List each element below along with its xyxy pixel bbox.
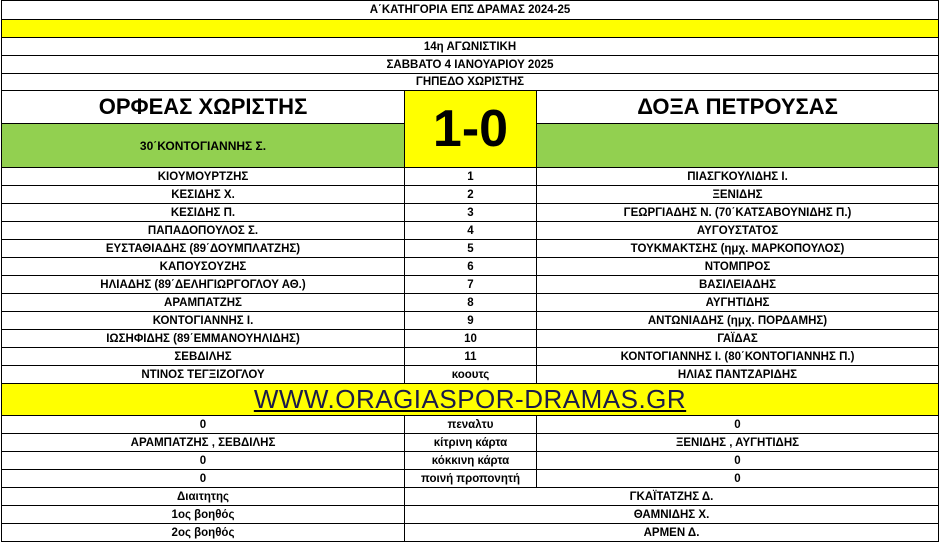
match-date: ΣΑΒΒΑΤΟ 4 ΙΑΝΟΥΑΡΙΟΥ 2025 xyxy=(2,56,939,74)
home-player: ΙΩΣΗΦΙΔΗΣ (89΄ΕΜΜΑΝΟΥΗΛΙΔΗΣ) xyxy=(2,330,405,348)
match-report-table xyxy=(1,0,939,542)
away-stat: 0 xyxy=(537,416,939,434)
lineup-row xyxy=(2,348,939,366)
official-name: ΑΡΜΕΝ Δ. xyxy=(405,524,939,542)
stat-label: πεναλτυ xyxy=(405,416,537,434)
stat-row xyxy=(2,470,939,488)
shirt-number: 9 xyxy=(405,312,537,330)
away-player: ΠΙΑΣΓΚΟΥΛΙΔΗΣ Ι. xyxy=(537,168,939,186)
home-player: ΑΡΑΜΠΑΤΖΗΣ xyxy=(2,294,405,312)
home-player: ΚΕΣΙΔΗΣ Π. xyxy=(2,204,405,222)
home-stat: ΑΡΑΜΠΑΤΖΗΣ , ΣΕΒΔΙΛΗΣ xyxy=(2,434,405,452)
away-player: ΑΥΓΟΥΣΤΑΤΟΣ xyxy=(537,222,939,240)
home-coach: ΝΤΙΝΟΣ ΤΕΓΞΙΖΟΓΛΟΥ xyxy=(2,366,405,384)
venue-label: ΓΗΠΕΔΟ ΧΩΡΙΣΤΗΣ xyxy=(2,74,939,91)
stat-row xyxy=(2,434,939,452)
away-player: ΑΝΤΩΝΙΑΔΗΣ (ημχ. ΠΟΡΔΑΜΗΣ) xyxy=(537,312,939,330)
league-title: Α΄ΚΑΤΗΓΟΡΙΑ ΕΠΣ ΔΡΑΜΑΣ 2024-25 xyxy=(2,1,939,20)
yellow-band xyxy=(2,20,939,38)
away-player: ΞΕΝΙΔΗΣ xyxy=(537,186,939,204)
home-stat: 0 xyxy=(2,470,405,488)
official-row xyxy=(2,506,939,524)
shirt-number: 7 xyxy=(405,276,537,294)
home-scorers: 30΄ΚΟΝΤΟΓΙΑΝΝΗΣ Σ. xyxy=(2,124,405,168)
away-stat: 0 xyxy=(537,452,939,470)
away-player: ΝΤΟΜΠΡΟΣ xyxy=(537,258,939,276)
home-player: ΣΕΒΔΙΛΗΣ xyxy=(2,348,405,366)
home-stat: 0 xyxy=(2,416,405,434)
shirt-number: 6 xyxy=(405,258,537,276)
stat-label: κόκκινη κάρτα xyxy=(405,452,537,470)
away-player: ΓΑΪΔΑΣ xyxy=(537,330,939,348)
stat-label: ποινή προπονητή xyxy=(405,470,537,488)
home-player: ΕΥΣΤΑΘΙΑΔΗΣ (89΄ΔΟΥΜΠΛΑΤΖΗΣ) xyxy=(2,240,405,258)
round-label: 14η ΑΓΩΝΙΣΤΙΚΗ xyxy=(2,38,939,56)
home-team-name: ΟΡΦΕΑΣ ΧΩΡΙΣΤΗΣ xyxy=(2,91,405,124)
website-link[interactable] xyxy=(2,384,939,416)
away-team-name: ΔΟΞΑ ΠΕΤΡΟΥΣΑΣ xyxy=(537,91,939,124)
home-player: ΚΕΣΙΔΗΣ Χ. xyxy=(2,186,405,204)
official-role: 2ος βοηθός xyxy=(2,524,405,542)
shirt-number: 11 xyxy=(405,348,537,366)
home-stat: 0 xyxy=(2,452,405,470)
website-text[interactable]: WWW.ORAGIASPOR-DRAMAS.GR xyxy=(253,384,687,414)
lineup-row xyxy=(2,294,939,312)
away-player: ΑΥΓΗΤΙΔΗΣ xyxy=(537,294,939,312)
coaches-row xyxy=(2,366,939,384)
coach-label: κοουτς xyxy=(405,366,537,384)
shirt-number: 3 xyxy=(405,204,537,222)
away-player: ΚΟΝΤΟΓΙΑΝΝΗΣ Ι. (80΄ΚΟΝΤΟΓΙΑΝΝΗΣ Π.) xyxy=(537,348,939,366)
away-stat: 0 xyxy=(537,470,939,488)
lineup-row xyxy=(2,222,939,240)
official-role: Διαιτητης xyxy=(2,488,405,506)
official-name: ΘΑΜΝΙΔΗΣ Χ. xyxy=(405,506,939,524)
lineup-row xyxy=(2,204,939,222)
official-row xyxy=(2,488,939,506)
official-role: 1ος βοηθός xyxy=(2,506,405,524)
home-player: ΠΑΠΑΔΟΠΟΥΛΟΣ Σ. xyxy=(2,222,405,240)
away-stat: ΞΕΝΙΔΗΣ , ΑΥΓΗΤΙΔΗΣ xyxy=(537,434,939,452)
official-row xyxy=(2,524,939,542)
shirt-number: 1 xyxy=(405,168,537,186)
away-scorers xyxy=(537,124,939,168)
lineup-row xyxy=(2,330,939,348)
shirt-number: 5 xyxy=(405,240,537,258)
away-player: ΒΑΣΙΛΕΙΑΔΗΣ xyxy=(537,276,939,294)
shirt-number: 8 xyxy=(405,294,537,312)
home-player: ΚΙΟΥΜΟΥΡΤΖΗΣ xyxy=(2,168,405,186)
lineup-row xyxy=(2,240,939,258)
away-coach: ΗΛΙΑΣ ΠΑΝΤΖΑΡΙΔΗΣ xyxy=(537,366,939,384)
shirt-number: 4 xyxy=(405,222,537,240)
away-player: ΓΕΩΡΓΙΑΔΗΣ Ν. (70΄ΚΑΤΣΑΒΟΥΝΙΔΗΣ Π.) xyxy=(537,204,939,222)
yellow-band-top xyxy=(2,20,939,38)
final-score: 1-0 xyxy=(405,91,537,168)
lineup-row xyxy=(2,258,939,276)
home-player: ΚΟΝΤΟΓΙΑΝΝΗΣ Ι. xyxy=(2,312,405,330)
lineup-row xyxy=(2,186,939,204)
stat-label: κίτρινη κάρτα xyxy=(405,434,537,452)
home-player: ΗΛΙΑΔΗΣ (89΄ΔΕΛΗΓΙΩΡΓΟΓΛΟΥ ΑΘ.) xyxy=(2,276,405,294)
shirt-number: 2 xyxy=(405,186,537,204)
official-name: ΓΚΑΪΤΑΤΖΗΣ Δ. xyxy=(405,488,939,506)
lineup-row xyxy=(2,276,939,294)
lineup-row xyxy=(2,168,939,186)
away-player: ΤΟΥΚΜΑΚΤΣΗΣ (ημχ. ΜΑΡΚΟΠΟΥΛΟΣ) xyxy=(537,240,939,258)
stat-row xyxy=(2,452,939,470)
home-player: ΚΑΠΟΥΣΟΥΖΗΣ xyxy=(2,258,405,276)
lineup-row xyxy=(2,312,939,330)
shirt-number: 10 xyxy=(405,330,537,348)
stat-row xyxy=(2,416,939,434)
league-row xyxy=(2,1,939,20)
